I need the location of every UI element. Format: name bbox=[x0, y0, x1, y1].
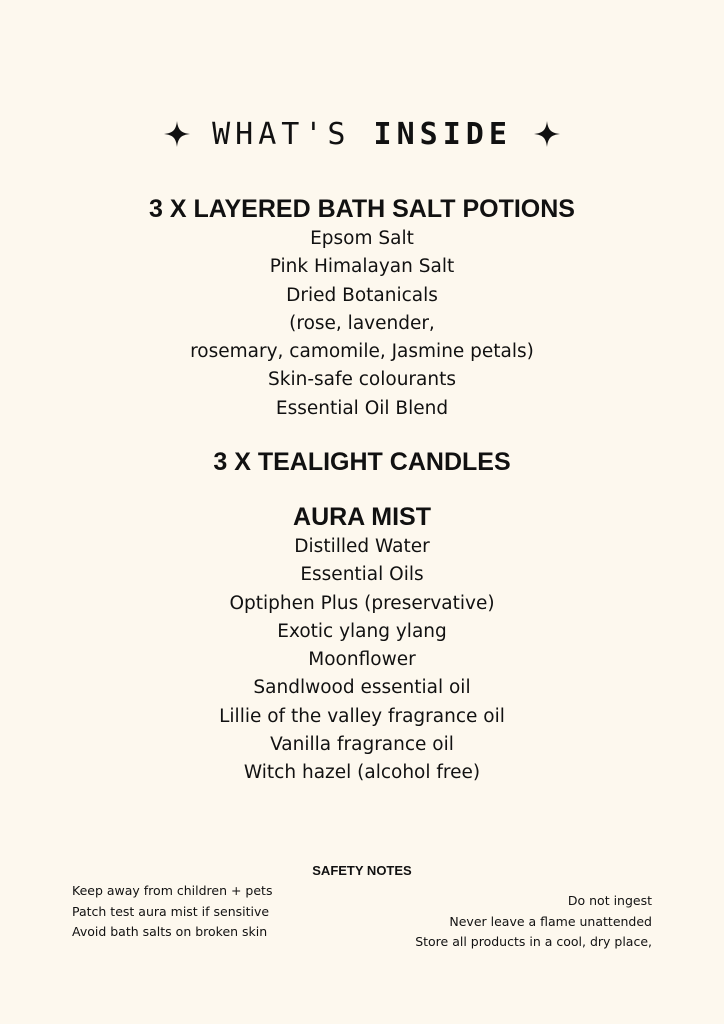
page-title-thin: WHAT'S bbox=[212, 116, 351, 152]
list-item: Sandlwood essential oil bbox=[253, 677, 471, 699]
aura-mist-heading: AURA MIST bbox=[293, 503, 431, 531]
list-item: Epsom Salt bbox=[310, 228, 414, 249]
list-item: Moonflower bbox=[308, 649, 416, 671]
list-item: Distilled Water bbox=[294, 536, 430, 557]
list-item: (rose, lavender, bbox=[289, 312, 435, 334]
page-title bbox=[212, 117, 512, 152]
safety-note: Keep away from children + pets bbox=[72, 883, 273, 898]
page-title-row bbox=[0, 112, 724, 156]
candles-section bbox=[0, 447, 724, 477]
safety-note: Avoid bath salts on broken skin bbox=[72, 924, 268, 939]
list-item: Exotic ylang ylang bbox=[277, 620, 447, 642]
safety-notes-left bbox=[72, 881, 272, 943]
bath-salts-list bbox=[0, 225, 724, 423]
safety-notes-right bbox=[415, 891, 652, 953]
aura-mist-list bbox=[0, 533, 724, 788]
four-point-star-icon bbox=[164, 121, 190, 147]
list-item: Vanilla fragrance oil bbox=[270, 734, 454, 756]
safety-note: Store all products in a cool, dry place, bbox=[415, 934, 652, 949]
list-item: Lillie of the valley fragrance oil bbox=[219, 705, 505, 727]
safety-note: Do not ingest bbox=[567, 893, 652, 908]
list-item: Essential Oil Blend bbox=[275, 397, 449, 419]
list-item: Essential Oils bbox=[300, 564, 424, 586]
safety-note: Never leave a flame unattended bbox=[449, 913, 652, 929]
list-item: Pink Himalayan Salt bbox=[269, 256, 455, 278]
list-item: Skin-safe colourants bbox=[268, 369, 456, 391]
list-item: Dried Botanicals bbox=[286, 284, 438, 306]
list-item: rosemary, camomile, Jasmine petals) bbox=[190, 341, 534, 363]
list-item: Optiphen Plus (preservative) bbox=[229, 592, 495, 614]
list-item: Witch hazel (alcohol free) bbox=[243, 762, 481, 784]
bath-salts-heading: 3 X LAYERED BATH SALT POTIONS bbox=[149, 195, 575, 223]
safety-notes-heading: SAFETY NOTES bbox=[312, 863, 412, 878]
aura-mist-section bbox=[0, 502, 724, 788]
four-point-star-icon bbox=[534, 121, 560, 147]
candles-heading: 3 X TEALIGHT CANDLES bbox=[213, 448, 511, 476]
bath-salts-section bbox=[0, 194, 724, 423]
page-title-bold: INSIDE bbox=[373, 116, 512, 152]
safety-note: Patch test aura mist if sensitive bbox=[72, 903, 270, 919]
